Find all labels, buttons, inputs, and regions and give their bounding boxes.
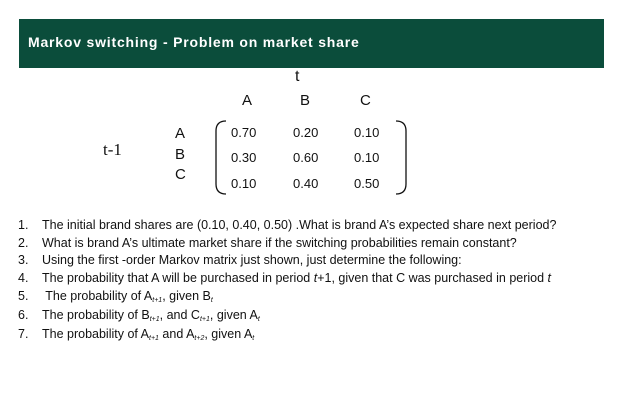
matrix-cell: 0.20 [293, 125, 319, 140]
item-text: +1, given that C was purchased in period [317, 271, 548, 285]
item-subscript: t+1 [149, 335, 159, 342]
matrix-cell: 0.70 [231, 125, 257, 140]
item-text: and A [158, 327, 195, 341]
item-number: 2. [18, 236, 29, 250]
matrix-cell: 0.60 [293, 150, 319, 165]
list-item [18, 327, 254, 342]
item-text: The probability of A [42, 289, 153, 303]
matrix-cell: 0.50 [354, 176, 380, 191]
item-text: Using the first -order Markov matrix just shown, just determine the following: [42, 253, 462, 267]
item-subscript: t [210, 297, 213, 304]
item-number: 3. [18, 253, 29, 267]
col-header-a: A [242, 92, 253, 109]
item-number: 5. [18, 289, 29, 303]
item-number: 4. [18, 271, 29, 285]
item-subscript: t+1 [199, 316, 210, 323]
row-header-b: B [175, 146, 186, 163]
item-text: , given A [204, 327, 253, 341]
list-item [18, 308, 260, 323]
item-number: 7. [18, 327, 29, 341]
col-header-b: B [300, 92, 311, 109]
row-axis-label: t-1 [103, 140, 122, 159]
item-text: , given A [209, 308, 258, 322]
item-subscript: t+1 [149, 316, 160, 323]
item-number: 6. [18, 308, 29, 322]
col-header-c: C [360, 92, 371, 109]
item-subscript: t [257, 316, 260, 323]
matrix-cell: 0.30 [231, 150, 257, 165]
item-subscript: t+1 [152, 297, 163, 304]
list-item [18, 289, 213, 304]
slide-title: Markov switching - Problem on market share [28, 34, 360, 50]
item-italic: t [313, 271, 318, 285]
matrix-cell: 0.10 [354, 125, 380, 140]
item-text: The probability of B [42, 308, 150, 322]
item-italic: t [547, 271, 552, 285]
item-subscript: t [252, 335, 255, 342]
item-text: , and C [159, 308, 200, 322]
list-item [18, 218, 556, 232]
item-number: 1. [18, 218, 29, 232]
list-item [18, 271, 551, 285]
item-subscript: t+2 [194, 335, 205, 342]
item-text: The probability that A will be purchased in period [42, 271, 314, 285]
item-text: The probability of A [42, 327, 150, 341]
row-header-a: A [175, 125, 186, 142]
item-text: , given B [162, 289, 211, 303]
list-item [18, 236, 517, 250]
item-text: What is brand A’s ultimate market share if the switching probabilities remain constant? [42, 236, 517, 250]
title-bar [19, 19, 604, 68]
row-header-c: C [175, 166, 186, 183]
item-text: The initial brand shares are (0.10, 0.40, 0.50) .What is brand A’s expected share next period? [42, 218, 557, 232]
matrix-cell: 0.40 [293, 176, 319, 191]
list-item [18, 253, 462, 267]
col-axis-label: t [295, 68, 300, 85]
matrix-cell: 0.10 [354, 150, 380, 165]
matrix-cell: 0.10 [231, 176, 257, 191]
